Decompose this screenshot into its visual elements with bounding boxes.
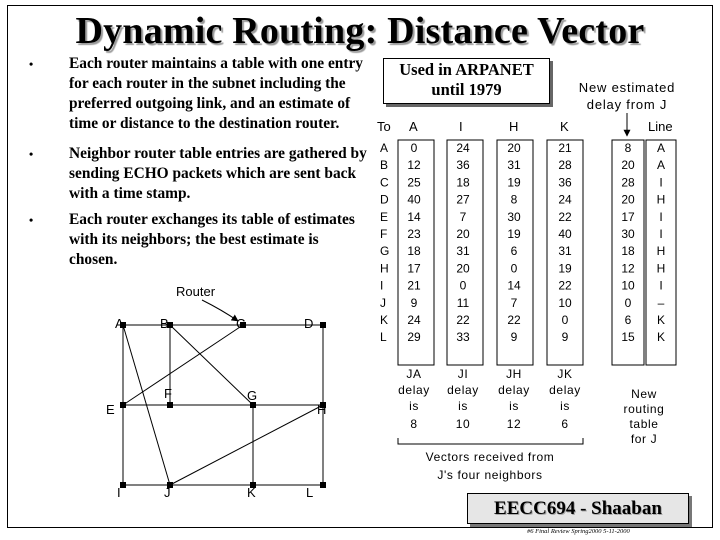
new-estimated-line: delay from J: [586, 97, 668, 112]
new-estimated-line: New estimated: [578, 80, 676, 95]
new-delay-cell: 0: [624, 295, 632, 310]
table-cell: 31: [507, 158, 521, 173]
table-cell: 17: [407, 261, 421, 276]
table-cell: 30: [507, 209, 521, 224]
table-cell: 22: [456, 313, 470, 327]
table-cell: 40: [558, 227, 572, 241]
table-cells: [407, 141, 665, 344]
table-cell: 36: [558, 175, 572, 190]
destination-label: F: [380, 227, 388, 241]
new-delay-cell: 6: [624, 313, 632, 327]
new-delay-cell: 20: [621, 192, 635, 207]
line-header: Line: [648, 119, 673, 134]
bullet-text: Each router maintains a table with one entry for each router in the subnet including the preferred outgoing link, and an estimate of time or distance to the destination router.: [69, 55, 363, 132]
table-cell: 23: [407, 227, 421, 241]
footer-line: 12: [506, 417, 522, 431]
bracket-line: [398, 438, 583, 444]
footer-line: delay: [549, 383, 581, 397]
node-f-marker: [167, 402, 173, 408]
new-line-cell: K: [656, 330, 666, 345]
table-cell: 27: [456, 192, 470, 207]
link-j-h: [170, 405, 323, 485]
bullet-icon: •: [29, 147, 34, 161]
new-line-cell: I: [659, 227, 663, 241]
network-labels: [106, 284, 326, 500]
node-l-marker: [320, 482, 326, 488]
neighbor-header: I: [459, 119, 463, 134]
footer-line: is: [409, 399, 419, 413]
table-cell: 21: [407, 278, 421, 293]
neighbor-header: A: [409, 119, 418, 134]
vectors-caption: [426, 450, 555, 482]
table-cell: 9: [410, 295, 418, 310]
new-line-cell: –: [657, 295, 665, 310]
table-cell: 20: [456, 261, 470, 276]
router-label: Router: [176, 284, 216, 299]
new-line-cell: I: [659, 209, 663, 224]
neighbor-header: H: [509, 119, 519, 134]
table-cell: 28: [558, 158, 572, 173]
neighbor-header: K: [560, 119, 569, 134]
table-cell: 24: [558, 192, 572, 207]
table-cell: 19: [558, 261, 572, 276]
new-line-cell: K: [656, 313, 666, 327]
destination-label: D: [380, 192, 389, 207]
new-delay-cell: 30: [621, 227, 635, 241]
table-cell: 33: [456, 330, 470, 345]
callout-line: Used in ARPANET: [399, 60, 534, 79]
new-line-cell: A: [656, 158, 666, 173]
footer-line: JK: [557, 367, 573, 381]
vectors-caption-line: Vectors received from: [425, 450, 555, 464]
table-cell: 14: [507, 278, 521, 293]
new-line-cell: H: [656, 261, 666, 276]
destination-label: B: [380, 158, 389, 173]
table-cell: 21: [558, 141, 572, 155]
footer-line: JH: [506, 367, 522, 381]
table-cell: 7: [459, 209, 467, 224]
new-delay-cell: 20: [621, 158, 635, 173]
network-diagram: [123, 300, 323, 485]
footer-line: 10: [455, 417, 471, 431]
destination-label: L: [380, 330, 387, 345]
table-cell: 0: [561, 313, 569, 327]
bullet-icon: •: [29, 57, 34, 71]
table-cell: 14: [407, 209, 421, 224]
table-cell: 31: [456, 244, 470, 259]
table-cell: 12: [407, 158, 421, 173]
footer-line: is: [560, 399, 570, 413]
footer-line: delay: [498, 383, 530, 397]
table-cell: 9: [510, 330, 518, 345]
column-footers: [398, 367, 664, 446]
routing-table-headers: [377, 113, 673, 136]
node-label: B: [160, 316, 169, 331]
table-cell: 6: [510, 244, 518, 259]
new-line-cell: A: [656, 141, 666, 155]
new-table-caption-line: routing: [623, 402, 665, 416]
table-cell: 31: [558, 244, 572, 259]
bullet-text: Neighbor router table entries are gathered by sending ECHO packets which are sent back with a time stamp.: [69, 145, 367, 202]
table-cell: 9: [561, 330, 569, 345]
node-label: A: [115, 316, 124, 331]
destination-label: G: [380, 244, 390, 259]
node-label: F: [164, 386, 172, 401]
course-badge: EECC694 - Shaaban: [467, 493, 689, 524]
new-delay-cell: 18: [621, 244, 635, 259]
node-label: L: [306, 485, 314, 500]
node-label: H: [317, 402, 327, 417]
table-cell: 20: [456, 227, 470, 241]
new-delay-cell: 10: [621, 278, 635, 293]
node-label: K: [247, 485, 256, 500]
destination-column: [380, 141, 389, 344]
node-d-marker: [320, 322, 326, 328]
bullet-icon: •: [29, 213, 34, 227]
table-cell: 29: [407, 330, 421, 345]
node-label: C: [236, 316, 246, 331]
table-cell: 20: [507, 141, 521, 155]
footer-line: delay: [398, 383, 430, 397]
table-cell: 0: [459, 278, 467, 293]
footer-line: JI: [457, 367, 469, 381]
new-line-cell: I: [659, 278, 663, 293]
new-line-cell: H: [656, 244, 666, 259]
table-cell: 7: [510, 295, 518, 310]
new-delay-cell: 15: [621, 330, 635, 345]
new-line-cell: I: [659, 175, 663, 190]
table-cell: 24: [456, 141, 470, 155]
node-label: D: [304, 316, 314, 331]
table-cell: 8: [510, 192, 518, 207]
footer-line: is: [458, 399, 468, 413]
to-header: To: [377, 119, 391, 134]
table-cell: 22: [558, 278, 572, 293]
footer-note: #6 Final Review Spring2000 5-11-2000: [527, 528, 630, 535]
node-i-marker: [120, 482, 126, 488]
footer-line: is: [509, 399, 519, 413]
new-delay-cell: 17: [621, 209, 635, 224]
node-label: G: [247, 388, 258, 403]
new-delay-cell: 12: [621, 261, 635, 276]
slide-title: Dynamic Routing: Distance Vector: [75, 10, 645, 52]
table-cell: 25: [407, 175, 421, 190]
table-cell: 0: [510, 261, 518, 276]
callout-line: until 1979: [431, 80, 502, 99]
table-cell: 36: [456, 158, 470, 173]
destination-label: K: [380, 313, 389, 327]
new-delay-cell: 28: [621, 175, 635, 190]
new-table-caption-line: for J: [630, 432, 658, 446]
table-cell: 18: [456, 175, 470, 190]
table-cell: 19: [507, 227, 521, 241]
node-label: J: [164, 485, 171, 500]
node-e-marker: [120, 402, 126, 408]
table-cell: 22: [507, 313, 521, 327]
table-cell: 11: [456, 295, 470, 310]
table-cell: 24: [407, 313, 421, 327]
footer-line: 8: [410, 417, 418, 431]
footer-line: JA: [406, 367, 422, 381]
node-label: I: [117, 485, 121, 500]
table-cell: 10: [558, 295, 572, 310]
new-table-caption-line: New: [631, 387, 657, 401]
bullet-text: Each router exchanges its table of estimates with its neighbors; the best estimate is chosen.: [69, 211, 355, 268]
table-cell: 22: [558, 209, 572, 224]
footer-line: 6: [561, 417, 569, 431]
new-delay-cell: 8: [624, 141, 632, 155]
destination-label: I: [380, 278, 384, 293]
table-cell: 40: [407, 192, 421, 207]
router-arrow: [202, 300, 238, 321]
table-cell: 19: [507, 175, 521, 190]
destination-label: H: [380, 261, 389, 276]
vectors-caption-line: J's four neighbors: [437, 468, 543, 482]
node-label: E: [106, 402, 115, 417]
destination-label: J: [380, 295, 386, 310]
vectors-bracket: [398, 438, 583, 444]
table-cell: 18: [407, 244, 421, 259]
destination-label: C: [380, 175, 389, 190]
table-cell: 0: [410, 141, 418, 155]
destination-label: E: [380, 209, 389, 224]
new-line-cell: H: [656, 192, 666, 207]
new-table-caption-line: table: [629, 417, 659, 431]
destination-label: A: [380, 141, 389, 155]
footer-line: delay: [447, 383, 479, 397]
